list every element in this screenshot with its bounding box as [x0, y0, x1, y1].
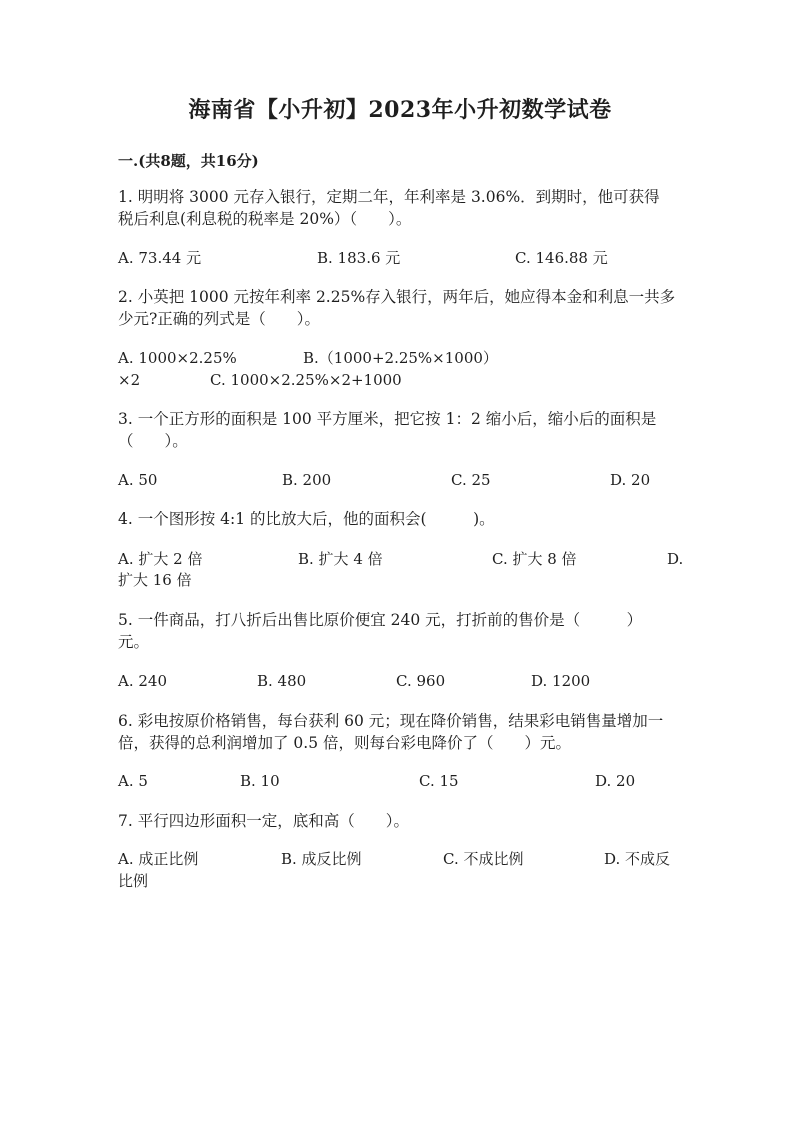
question-7-option-d: D. 不成反 — [604, 850, 671, 868]
question-5-option-c: C. 960 — [396, 672, 446, 690]
question-1-option-a: A. 73.44 元 — [118, 249, 202, 267]
question-5-option-b: B. 480 — [257, 672, 307, 690]
question-2-line-1: 2. 小英把 1000 元按年利率 2.25%存入银行，两年后，她应得本金和利息一共多 — [118, 288, 676, 306]
question-2-option-a: A. 1000×2.25% — [118, 349, 237, 367]
question-7-option-a: A. 成正比例 — [118, 850, 199, 868]
question-3-option-d: D. 20 — [610, 471, 651, 489]
question-2-option-b-cont: ×2 — [118, 371, 141, 389]
question-3-option-c: C. 25 — [451, 471, 491, 489]
question-6-line-1: 6. 彩电按原价格销售，每台获利 60 元；现在降价销售，结果彩电销售量增加一 — [118, 712, 664, 730]
question-6-option-a: A. 5 — [118, 772, 148, 790]
question-4-option-d: D. — [667, 550, 684, 568]
question-3-option-b: B. 200 — [282, 471, 332, 489]
question-4-line-1: 4. 一个图形按 4:1 的比放大后，他的面积会( )。 — [118, 510, 495, 528]
page-title: 海南省【小升初】2023年小升初数学试卷 — [188, 97, 612, 123]
question-4-option-c: C. 扩大 8 倍 — [492, 550, 577, 568]
question-5-line-2: 元。 — [118, 633, 150, 651]
question-5-option-d: D. 1200 — [531, 672, 591, 690]
question-3-line-1: 3. 一个正方形的面积是 100 平方厘米，把它按 1：2 缩小后，缩小后的面积是 — [118, 410, 657, 428]
question-4-option-d-cont: 扩大 16 倍 — [118, 571, 192, 589]
question-7-option-c: C. 不成比例 — [443, 850, 524, 868]
question-2-option-b: B.（1000+2.25%×1000） — [303, 349, 498, 367]
question-6-option-b: B. 10 — [240, 772, 280, 790]
question-1-option-b: B. 183.6 元 — [317, 249, 401, 267]
question-3-line-2: （ ）。 — [118, 432, 188, 450]
question-2-line-2: 少元?正确的列式是（ ）。 — [118, 310, 321, 328]
question-4-option-b: B. 扩大 4 倍 — [298, 550, 383, 568]
question-3-option-a: A. 50 — [118, 471, 158, 489]
question-1-line-1: 1. 明明将 3000 元存入银行，定期二年，年利率是 3.06%．到期时，他可获得 — [118, 188, 660, 206]
question-1-line-2: 税后利息(利息税的税率是 20%）（ ）。 — [118, 210, 412, 228]
question-6-option-c: C. 15 — [419, 772, 459, 790]
question-6-option-d: D. 20 — [595, 772, 636, 790]
question-4-option-a: A. 扩大 2 倍 — [118, 550, 203, 568]
question-7-option-b: B. 成反比例 — [281, 850, 362, 868]
question-7-line-1: 7. 平行四边形面积一定，底和高（ ）。 — [118, 812, 409, 830]
section-heading: 一.(共8题，共16分) — [118, 152, 259, 170]
question-5-option-a: A. 240 — [118, 672, 167, 690]
question-6-line-2: 倍，获得的总利润增加了 0.5 倍，则每台彩电降价了（ ）元。 — [118, 734, 572, 752]
question-5-line-1: 5. 一件商品，打八折后出售比原价便宜 240 元，打折前的售价是（ ） — [118, 611, 643, 629]
question-2-option-c: C. 1000×2.25%×2+1000 — [210, 371, 402, 389]
question-1-option-c: C. 146.88 元 — [515, 249, 608, 267]
question-7-option-d-cont: 比例 — [118, 872, 149, 890]
